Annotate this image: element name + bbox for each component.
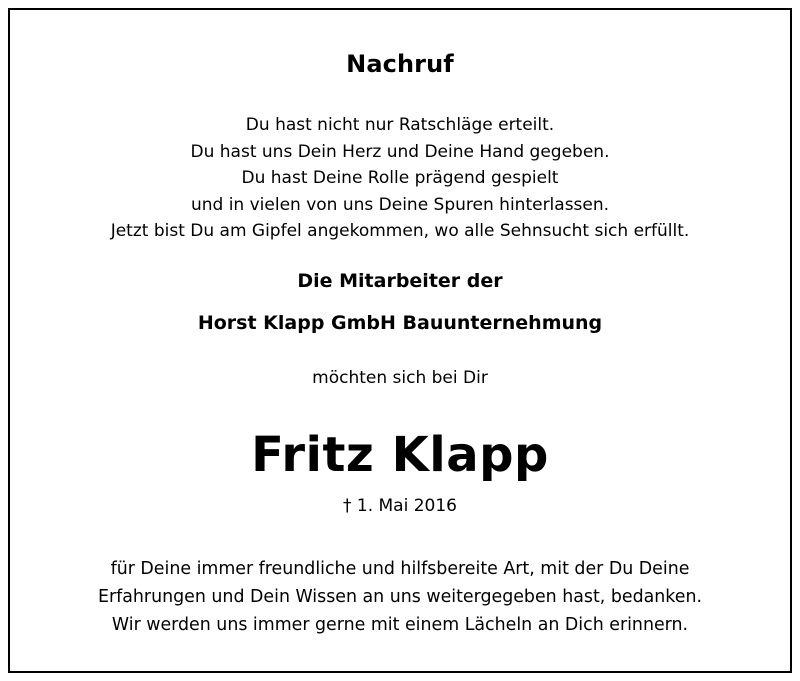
closing-line-3: Wir werden uns immer gerne mit einem Lächeln an Dich erinnern. bbox=[111, 615, 689, 635]
senders-line-1: Die Mitarbeiter der bbox=[297, 270, 503, 292]
verse-line-2: Du hast uns Dein Herz und Deine Hand gegeben. bbox=[190, 141, 610, 162]
closing-line-2: Erfahrungen und Dein Wissen an uns weitergegeben hast, bedanken. bbox=[97, 587, 702, 607]
senders-line-2: Horst Klapp GmbH Bauunternehmung bbox=[197, 312, 603, 334]
deceased-name: Fritz Klapp bbox=[251, 427, 549, 483]
notice-title: Nachruf bbox=[346, 50, 454, 78]
closing-line-1: für Deine immer freundliche und hilfsbereite Art, mit der Du Deine bbox=[110, 559, 690, 579]
intro-text: möchten sich bei Dir bbox=[312, 368, 488, 388]
verse-line-5: Jetzt bist Du am Gipfel angekommen, wo alle Sehnsucht sich erfüllt. bbox=[110, 221, 690, 241]
verse-line-4: und in vielen von uns Deine Spuren hinterlassen. bbox=[190, 194, 610, 215]
verse-line-3: Du hast Deine Rolle prägend gespielt bbox=[241, 168, 559, 188]
verse-line-1: Du hast nicht nur Ratschläge erteilt. bbox=[245, 115, 555, 135]
death-date: † 1. Mai 2016 bbox=[342, 496, 457, 516]
